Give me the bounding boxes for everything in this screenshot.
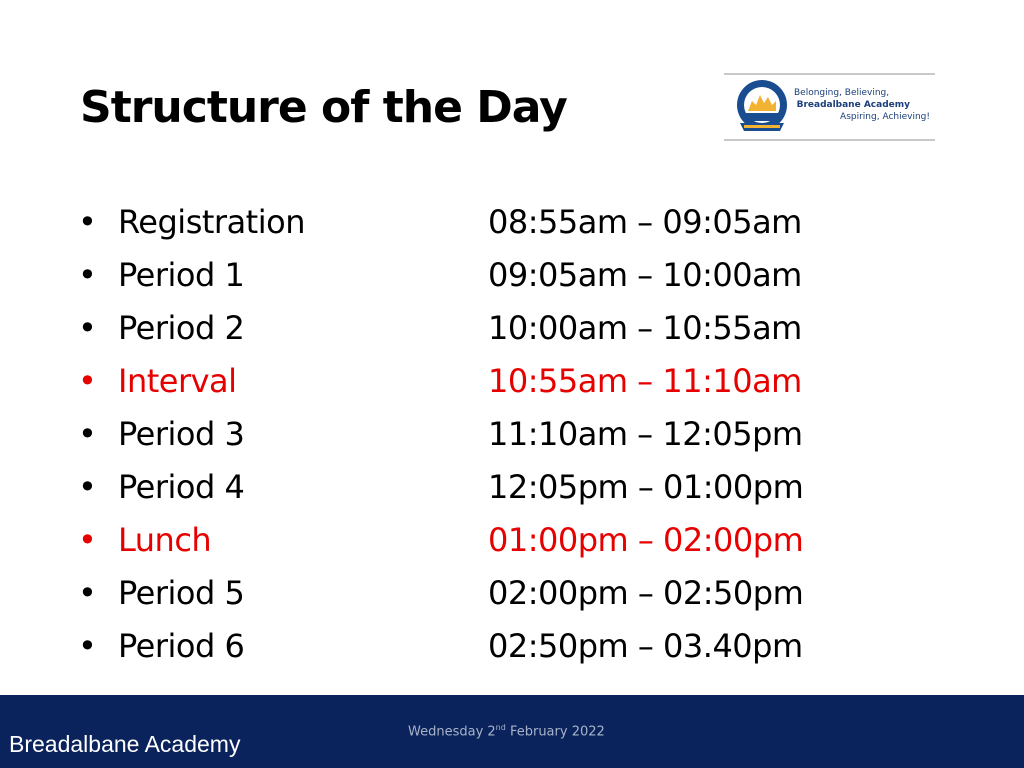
activity-label: Lunch xyxy=(118,521,212,559)
bullet-icon: • xyxy=(78,521,97,559)
time-range: 01:00pm – 02:00pm xyxy=(488,521,804,559)
time-range: 02:00pm – 02:50pm xyxy=(488,574,804,612)
activity-label: Registration xyxy=(118,203,305,241)
bullet-icon: • xyxy=(78,309,97,347)
bullet-icon: • xyxy=(78,468,97,506)
activity-label: Period 5 xyxy=(118,574,245,612)
bullet-icon: • xyxy=(78,574,97,612)
time-range: 11:10am – 12:05pm xyxy=(488,415,803,453)
activity-label: Period 1 xyxy=(118,256,245,294)
time-range: 08:55am – 09:05am xyxy=(488,203,802,241)
time-range: 10:00am – 10:55am xyxy=(488,309,802,347)
logo-school-name: Breadalbane Academy xyxy=(796,100,910,110)
time-range: 10:55am – 11:10am xyxy=(488,362,802,400)
footer-bar xyxy=(0,695,1024,768)
footer-date: Wednesday 2nd February 2022 xyxy=(408,723,605,740)
bullet-icon: • xyxy=(78,627,97,665)
logo-motto-line-1: Belonging, Believing, xyxy=(794,88,890,98)
bullet-icon: • xyxy=(78,256,97,294)
activity-label: Interval xyxy=(118,362,237,400)
bullet-icon: • xyxy=(78,362,97,400)
bullet-icon: • xyxy=(78,415,97,453)
slide-title: Structure of the Day xyxy=(80,82,567,133)
activity-label: Period 6 xyxy=(118,627,245,665)
bullet-icon: • xyxy=(78,203,97,241)
time-range: 09:05am – 10:00am xyxy=(488,256,802,294)
activity-label: Period 2 xyxy=(118,309,245,347)
activity-label: Period 3 xyxy=(118,415,245,453)
school-logo xyxy=(724,73,935,141)
school-crest-icon xyxy=(734,79,790,137)
footer-school-name: Breadalbane Academy xyxy=(9,731,241,757)
logo-motto-line-2: Aspiring, Achieving! xyxy=(840,112,930,122)
time-range: 12:05pm – 01:00pm xyxy=(488,468,804,506)
activity-label: Period 4 xyxy=(118,468,245,506)
time-range: 02:50pm – 03.40pm xyxy=(488,627,803,665)
